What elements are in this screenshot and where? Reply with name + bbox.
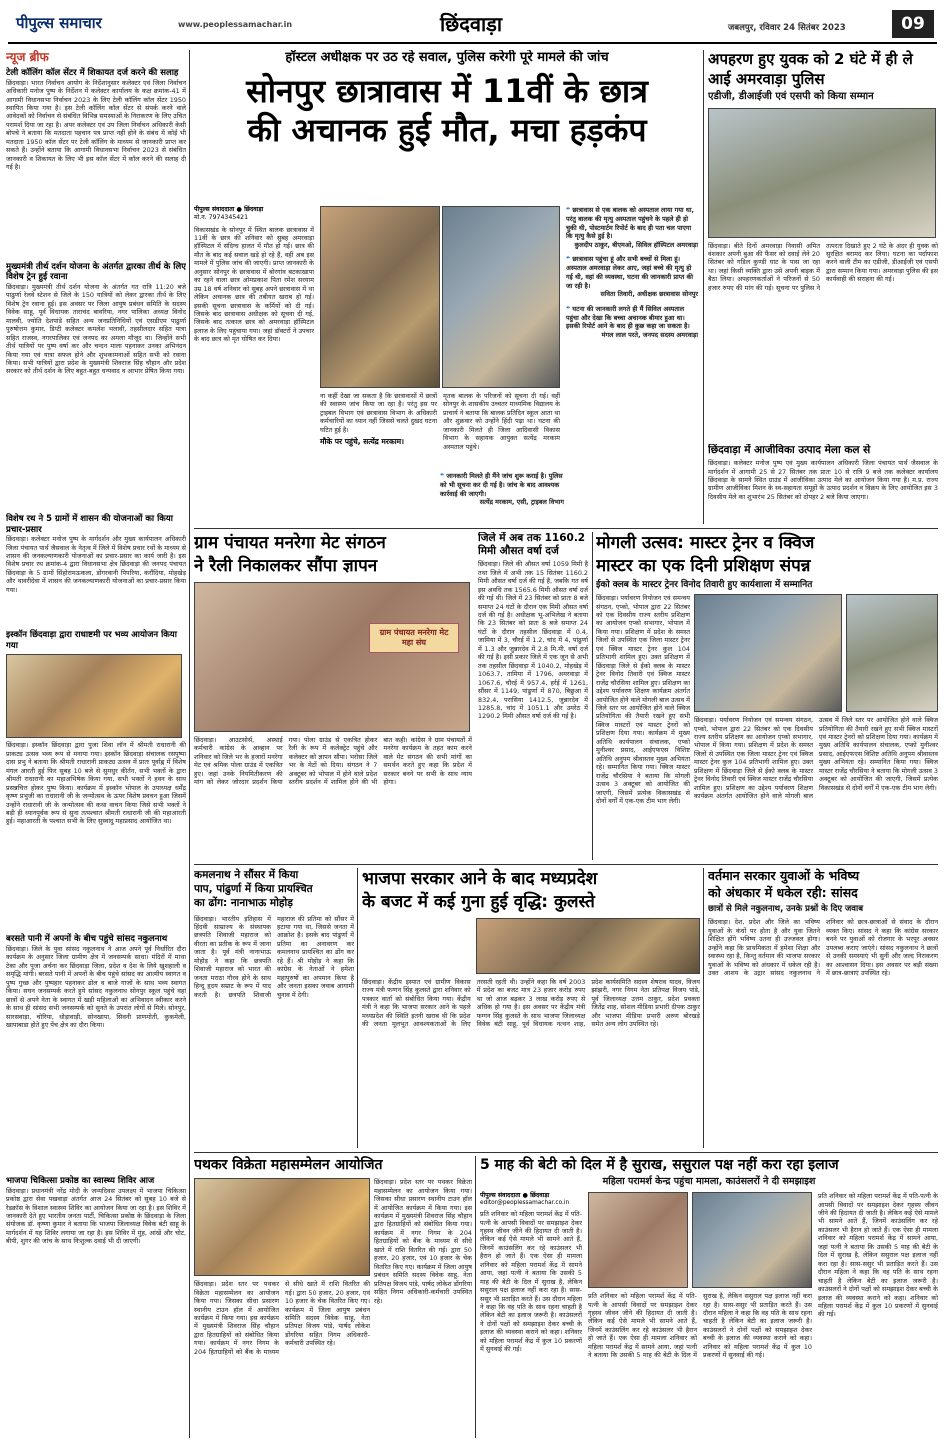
masthead xyxy=(0,0,945,44)
brief-2-title: मुख्यमंत्री तीर्थ दर्शन योजना के अंतर्गत द्वारका तीर्थ के लिए विशेष ट्रेन हुई रवाना xyxy=(6,261,186,283)
bjp-photo xyxy=(476,918,700,974)
brief-5-title: बरसते पानी में अपनों के बीच पहुंचे सांसद नकुलनाथ xyxy=(6,934,168,945)
pathkar-body-cont: छिंदवाड़ा। प्रदेश स्तर पर पथकर विक्रेता महासम्मेलन का आयोजन किया गया। जिसका सीधा प्रसारण स्थानीय टाउन हॉल में आयोजित कार्यक्रम में किया गया। इस कार्यक्रम में मुख्यमंत्री शिवराज सिंह चौहान द्वारा हितग्राहियों को संबोधित किया गया। कार्यक्रम में नगर निगम के 204 हितग्राहियों को बैंक के माध्यम से सीधे खाते में राशि वितरित की गई। द्वारा 50 हजार, 20 हजार, एवं 10 हजार के चेक वितरित किए गए। कार्यक्रम में जिला आयुष प्रबंधन समिति सदस्य विवेक साहू, नेता प्रतिपक्ष विजय पांडे, पार्षद लोकेश डोंगरिया सहित निगम अधिकारी-कर्मचारी उपस्थित रहे। xyxy=(194,1280,370,1356)
mid-rule-1 xyxy=(194,528,938,529)
left-column-divider xyxy=(189,50,190,1438)
lead-col2: ना कहीं देखा जा सकता है कि छात्रावासों में छात्रों की स्वास्थ्य जांच किया जा रहा है। परंतु इस पर ट्राइबल विभाग एवं छात्रावास विभाग के अधिकारी कर्मचारियों का ध्यान नहीं जिससे चलते दुखद घटना घटित हुई है। xyxy=(320,392,437,434)
bjp-headline-2: के बजट में कई गुना हुई वृद्धि: कुलस्ते xyxy=(362,891,595,912)
site-url[interactable]: www.peoplessamachar.in xyxy=(178,20,293,29)
lead-kicker: हॉस्टल अधीक्षक पर उठ रहे सवाल, पुलिस करेगी पूरे मामले की जांच xyxy=(285,50,609,65)
lead-col1: विकासखंड के सोनपुर में स्थित बालक छात्रावास में 11वीं के छात्र की शनिवार को सुबह अमरवाड़ा हॉस्पिटल में संदिग्ध हालत में मौत हो गई। छात्र की मौत के बाद कई सवाल खड़े हो रहे हैं, वहीं अब इस मामले में पुलिस जांच की जाएगी। प्राप्त जानकारी के अनुसार सोनपुर के छात्रावास में बोरगांव बटकाखापा का रहने वाला छात्र ओमप्रकाश पिता रमेश सरयाम उम्र 18 वर्ष शनिवार को सुबह अपने छात्रावास में था लेकिन अचानक छात्र की तबीयत खराब हो गई। इसकी सूचना छात्रावास के कर्मियों को दी गई। जिसके बाद छात्रावास अधीक्षक को सूचना दी गई, जिसके बाद तत्काल छात्र को अमरवाड़ा हॉस्पिटल इलाज के लिए पहुंचाया गया। जहां डॉक्टरों ने उपचार के बाद छात्र को मृत घोषित कर दिया। xyxy=(194,225,314,344)
sansad-body: छिंदवाड़ा। देश, प्रदेश और जिले का भविष्य युवाओं के कंधों पर होता है और युवा जितने शिक्षित होंगे भविष्य उतना ही उज्जवल होगा। उन्होंने कहा कि प्राथमिकता में हमेशा शिक्षा और स्वास्थ्य रहा है, किन्तु वर्तमान की भाजपा सरकार युवाओं के भविष्य को अंधकार में धकेल रही है। उक्त आशय के उद्गार सांसद नकुलनाथ ने शनिवार को छात्र-छात्राओं से संवाद के दौरान व्यक्त किए। सांसद ने कहा कि कांग्रेस सरकार बनने पर युवाओं को रोजगार के भरपूर अवसर उपलब्ध कराए जाएंगे। सांसद नकुलनाथ ने छात्रों से उनकी समस्याएं भी सुनीं और जल्द निराकरण का आश्वासन दिया। इस अवसर पर बड़ी संख्या में छात्र-छात्राएं उपस्थित रहे। xyxy=(708,918,938,978)
beti-photo-2 xyxy=(692,1192,812,1288)
brief-4-body: छिंदवाड़ा। इस्कॉन छिंदवाड़ा द्वारा पुजा शिवा लॉन में श्रीमती राधारानी की प्राकट्य उत्सव भव्य रूप से मनाया गया। इस्कॉन छिंदवाड़ा संचालक रसपुष्पा दास प्रभु ने बताया कि श्रीमती राधारानी प्राकट्य उत्सव में प्रातः पूर्वाह्न में विशेष मंगल आरती हुई फिर सुबह 10 बजे से सुमधुर कीर्तन, सभी भक्तों के द्वारा श्रीमती राधारानी का महाअभिषेक किया गया, सभी भक्तों ने हवन के साथ प्रसन्नचित्त होकर पुष्प किया। कार्यक्रम में इस्कॉन भोपाल के उपाध्यक्ष धर्मेंद्र कृष्ण प्रभुजी का राधारानी जी के जन्मोत्सव के ऊपर विशेष प्रवचन हुआ जिसमें उन्होंने राधारानी जी के जन्मोत्सव की कथा वाचन किया जिसे सभी भक्तों ने बड़ी ही ध्यानपूर्वक रूप से सुना तत्पश्चात श्रीमती राधारानी जी की महाआरती हुई। महाआरती के पश्चात सभी के लिए सुस्वादु महाप्रसाद आयोजित था। xyxy=(6,741,186,826)
beti-email[interactable]: editor@peoplessamachar.co.in xyxy=(480,1199,570,1206)
brief-4-title: इस्कॉन छिंदवाड़ा द्वारा राधाष्टमी पर भव्य आयोजन किया गया xyxy=(6,630,177,651)
beti-photo-1 xyxy=(588,1192,688,1288)
rain-story xyxy=(478,532,588,860)
edition-date: जबलपुर, रविवार 24 सितंबर 2023 xyxy=(728,23,846,33)
lead-col3: मृतक बालक के परिजनों को सूचना दी गई। वहीं सोनपुर के शासकीय उच्चतर माध्यमिक विद्यालय के प्राचार्य ने बताया कि बालक प्रतिदिन स्कूल आता था और शुक्रवार को उन्होंने हिंदी पढ़ा था। घटना की जानकारी मिलते ही जिला आदिवासी विकास विभाग के सहायक आयुक्त सत्येंद्र मरकाम अस्पताल पहुंचे। xyxy=(443,392,560,451)
masthead-rule xyxy=(8,42,937,44)
mogli-sub: ईको क्लब के मास्टर ट्रेनर विनोद तिवारी हुए कार्यशाला में सम्मानित xyxy=(596,579,813,590)
lead-headline-1: सोनपुर छात्रावास में 11वीं के छात्र xyxy=(246,72,648,111)
lead-subhead: मौके पर पहुंचे, सत्येंद्र मरकाम। xyxy=(320,437,404,447)
rain-divider xyxy=(592,532,593,860)
ajeevika-body: छिंदवाड़ा। कलेक्टर मनोज पुष्प एवं मुख्य कार्यपालन अधिकारी जिला पंचायत पार्थ जैसवाल के मार्गदर्शन में आगामी 25 से 27 सितंबर तक प्रातः 10 से रात्रि 9 बजे तक कलेक्टर कार्यालय छिंदवाड़ा के सामने स्थित ग्राउंड में आजीविका उत्पाद मेले का आयोजन किया गया है। म.प्र. राज्य ग्रामीण आजीविका मिशन के स्व-सहायता समूहों के उत्पाद प्रदर्शन व विक्रय के लिए आयोजित इस 3 दिवसीय मेले का शुभारंभ 25 सितंबर को दोपहर 2 बजे किया जाएगा। xyxy=(708,459,938,501)
mgnrega-body: छिंदवाड़ा। आउटसोर्स, अस्थाई कर्मचारी कांग्रेस के आव्हान पर शनिवार को जिले भर के हजारों मनरेगा मेट एवं श्रमिक पोला ग्राउंड में एकत्रित हुए। जहां उनके नियमितीकरण की मांग को लेकर जोरदार प्रदर्शन किया गया। पोला ग्राउंड से एकत्रित होकर रैली के रूप में कलेक्ट्रेट पहुंचे और कलेक्टर को ज्ञापन सौंपा। भरोसा जिले भर के मेटों को दिया। संगठन ने 7 अक्टूबर को भोपाल में होने वाले प्रदेश स्तरीय प्रदर्शन में शामिल होने की भी बात कही। कांग्रेस ने ग्राम पंचायतों में मनरेगा कार्यक्रम के तहत काम करने वाले मेट संगठन की सभी मांगों का समर्थन करते हुए कहा कि प्रदेश में सरकार बनने पर सभी के साथ न्याय होगा। xyxy=(194,735,472,787)
mgnrega-headline-1: ग्राम पंचायत मनरेगा मेट संगठन xyxy=(194,533,386,553)
brief-2-body: छिंदवाड़ा। मुख्यमंत्री तीर्थ दर्शन योजना के अंतर्गत गत रात्रि 11:20 बजे पाढुर्णा रेलवे स्टेशन से जिले के 150 यात्रियों को लेकर द्वारका तीर्थ के लिए विशेष ट्रेन रवाना हुई। इस अवसर पर जिला आयुष प्रबंधन समिति के सदस्य विवेक साहू, पूर्व विधायक ताराचंद बावरिया, नगर पालिका अध्यक्ष विनोद मालवी, ज्योति देशपांडे सहित अन्य जनप्रतिनिधियों एवं एसडीएम पाढुर्णा पुरुषोत्तम कुमार, डिप्टी कलेक्टर कमलेश भलावी, तहसीलदार सहित यात्रा सहित राजस्व, नगरपालिका एवं जनपद का अमला मौजूद था। जिन्होंने सभी तीर्थ यात्रियों पर पुष्प वर्षा कर और चन्दन माला पहनाकर उनका अभिनंदन किया गया एवं यात्रा सफल होने और शुभकामनाओं सहित सभी को रवाना किया। सभी यात्रियों द्वारा प्रदेश के मुख्यमंत्री शिवराज सिंह चौहान और प्रदेश सरकार को तीर्थ दर्शन के लिए बहुत-बहुत धन्यवाद व आभार प्रेषित किया गया। xyxy=(6,282,186,376)
pathkar-photo xyxy=(194,1178,370,1276)
logo: पीपुल्स समाचार xyxy=(16,14,102,32)
mgnrega-headline-2: ने रैली निकालकर सौंपा ज्ञापन xyxy=(194,555,378,576)
pathkar-story xyxy=(194,1156,472,1438)
kamalnath-headline-1: कमलनाथ ने सौंसर में किया xyxy=(194,869,299,881)
quote-2: ❝ छात्रावास पहुंचा हूं और सभी बच्चों से मिला हूं। अस्पताल अमरवाड़ा लेकर आए, जहां बच्चे की मृत्यु हो गई थी, वहां की व्यवस्था, घटना की जानकारी प्राप्त की जा रही है। सविता तिवारी, अधीक्षक छात्रावास सोनपुर xyxy=(566,255,698,299)
mogli-photo-1 xyxy=(694,594,842,712)
pathkar-body: छिंदवाड़ा। प्रदेश स्तर पर पथकर विक्रेता महासम्मेलन का आयोजन किया गया। जिसका सीधा प्रसारण स्थानीय टाउन हॉल में आयोजित कार्यक्रम में किया गया। इस कार्यक्रम में मुख्यमंत्री शिवराज सिंह चौहान द्वारा हितग्राहियों को संबोधित किया गया। कार्यक्रम में नगर निगम के 204 हितग्राहियों को बैंक के माध्यम से सीधे खाते में राशि वितरित की गई। द्वारा 50 हजार, 20 हजार, एवं 10 हजार के चेक वितरित किए गए। कार्यक्रम में जिला आयुष प्रबंधन समिति सदस्य विवेक साहू, नेता प्रतिपक्ष विजय पांडे, पार्षद लोकेश डोंगरिया सहित निगम अधिकारी-कर्मचारी उपस्थित रहे। xyxy=(374,1178,472,1305)
rain-body: छिंदवाड़ा। जिले की औसत वर्षा 1059 मिमी है तथा जिले में अभी तक 15 सितंबर 1160.2 मिमी औसत वर्षा दर्ज की गई है, जबकि गत वर्ष इस अवधि तक 1565.6 मिमी औसत वर्षा दर्ज की गई थी। जिले में 23 सितंबर को प्रातः 8 बजे समाप्त 24 घंटों के दौरान एक मिमी औसत वर्षा दर्ज की गई है। अधीक्षक भू-अभिलेख ने बताया कि 23 सितंबर को प्रातः 8 बजे समाप्त 24 घंटों के दौरान तहसील छिंदवाड़ा में 0.4, जामिया में 3, चौरई में 1.2, चांद में 4, पांढुर्णा में 1.3 और जुन्नारदेव में 2.8 मि.मी. वर्षा दर्ज की गई है। इसी प्रकार जिले में एक जून से अभी तक तहसील छिंदवाड़ा में 1040.2, मोहखेड़ में 1063.7, तामिया में 1796, अमरवाड़ा में 1067.6, चौरई में 957.4, हर्रई में 1261, सौंसर में 1149, पांढुर्णा में 870, बिछुआ में 832.4, परासिया 1412.5, जुन्नारदेव में 1285.8, चांद में 1051.1 और उमरेठ में 1290.2 मिमी औसत वर्षा दर्ज की गई है। xyxy=(478,560,588,721)
kidnap-body: छिंदवाड़ा। बीते दिनों अमरवाड़ा निवासी अमित वंशकार अपनी बुआ की फैंसर को दवाई लेने 20 सितंबर को गडिल कुण्डी घाट के पास जा रहा था। जहां किसी व्यक्ति द्वारा उसे अपनी बाइक में बैठा लिया। अपहरणकर्ताओं ने परिजनों से 50 हजार रुपए की मांग की गई। सूचना पर पुलिस ने तत्परता दिखाते हुए 2 घंटे के अंदर ही युवक को सुरक्षित बरामद कर लिया। घटना का पर्दाफाश करने वाली टीम का एडीजी, डीआईजी एवं एसपी द्वारा सम्मान किया गया। अमरवाड़ा पुलिस की इस कार्यवाही की सराहना की गई। xyxy=(708,241,938,292)
mogli-body-cont: छिंदवाड़ा। पर्यावरण नियोजन एवं समन्वय संगठन, एप्को, भोपाल द्वारा 22 सितंबर को एक दिवसीय राज्य स्तरीय प्रशिक्षण का आयोजन एप्को सभागार, भोपाल में किया गया। प्रशिक्षण में प्रदेश के समस्त जिलों से उपस्थित एक जिला मास्टर ट्रेनर एवं क्विज मास्टर ट्रेनर कुल 104 प्रतिभागी शामिल हुए। उक्त प्रशिक्षण में छिंदवाड़ा जिले से ईको क्लब के मास्टर ट्रेनर विनोद तिवारी एवं क्विज मास्टर राजेंद्र चौरसिया शामिल हुए। प्रशिक्षण का उद्देश्य पर्यावरण शिक्षण कार्यक्रम अंतर्गत आयोजित होने वाले मोगली बाल उत्सव में जिले स्तर पर आयोजित होने वाले क्विज प्रतियोगिता की तैयारी रखने हुए सभी क्विज मास्टरों एवं मास्टर ट्रेनरों को प्रशिक्षण दिया गया। कार्यक्रम में मुख्य अतिथि कार्यपालन संचालक, एप्को मुनीश्वर प्रसाद, आईएफएस विशिष्ट अतिथि अनुपम श्रीवास्तव मुख्य अभियंता रहे। सम्मानित किया गया। क्विज मास्टर राजेंद्र चौरसिया ने बताया कि मोगली उत्सव 3 अक्टूबर को आयोजित की जाएगी, जिसमें प्रत्येक विकासखंड से दोनों वर्गों में एक-एक टीम भाग लेगी। xyxy=(694,716,938,801)
sansad-headline-2: को अंधकार में धकेल रही: सांसद xyxy=(708,884,858,900)
quote-icon: ❝ xyxy=(440,472,445,480)
lead-phone: मो.न. 7974345421 xyxy=(194,213,249,221)
sansad-headline-1: वर्तमान सरकार युवाओं के भविष्य xyxy=(708,868,860,883)
beti-body: प्रति शनिवार को महिला परामर्श केंद्र में पति-पत्नी के आपसी विवादों पर समझाइश देकर गृहस्थ जीवन जीने की हिदायत दी जाती है। लेकिन कई ऐसे मामले भी सामने आते हैं, जिनमें काउंसलिंग कर रहे काउंसलर भी हैरान हो जाते हैं। एक ऐसा ही मामला शनिवार को महिला परामर्श केंद्र में सामने आया, जहां पत्नी ने बताया कि उसकी 5 माह की बेटी के दिल में सुराख है, लेकिन ससुराल पक्ष इलाज नहीं करा रहा है। सास-ससुर भी प्रताड़ित करते हैं। उस दौरान महिला ने कहा कि वह पति के साथ रहना चाहती है लेकिन बेटी का इलाज जरूरी है। काउंसलरों ने दोनों पक्षों को समझाइश देकर बच्ची के इलाज की व्यवस्था कराने को कहा। शनिवार को महिला परामर्श केंद्र में कुल 10 प्रकरणों में सुनवाई की गई। xyxy=(480,1210,582,1354)
mid-rule-3 xyxy=(194,1152,938,1153)
bjp-story xyxy=(362,868,700,1148)
center-right-divider xyxy=(703,50,704,524)
bjp-divider xyxy=(703,868,704,1148)
lead-headline-2: की अचानक हुई मौत, मचा हड़कंप xyxy=(247,110,647,149)
hostel-photo-1 xyxy=(320,206,440,388)
news-brief-label: न्यूज ब्रीफ xyxy=(6,50,49,64)
pathkar-divider xyxy=(475,1156,476,1438)
news-brief-column xyxy=(6,50,186,1438)
kidnap-photo xyxy=(708,108,936,238)
brief-1-title: टेली कॉलिंग कॉल सेंटर में शिकायत दर्ज करने की सलाह xyxy=(6,68,179,78)
mgnrega-banner: ग्राम पंचायत मनरेगा मेट महा संघ xyxy=(369,623,459,653)
mid-rule-2 xyxy=(194,864,938,865)
section-title: छिंदवाड़ा xyxy=(440,12,502,36)
brief-5-body: छिंदवाड़ा। जिले के युवा सांसद नकुलनाथ ने आज अपने पूर्व निर्धारित दौरा कार्यक्रम के अनुसार जिला ग्रामीण क्षेत्र में जनसम्पर्क साधा। मंदिरों में माथा टेका और पूजा अर्चना कर छिंदवाड़ा जिला, प्रदेश व देश के लिये खुशहाली व समृद्धि मांगी। बरसते पानी में अपनों के बीच पहुंचे सांसद का आत्मीय स्वागत व पुष्प गुच्छ और पुष्पहार पहनाकर ढोल व बाजे गाजों के साथ भव्य स्वागत किया। सघन जनसम्पर्क करते हुये सांसद नकुलनाथ सोनपुर स्कूल पहुंचे वहां छात्रों से अपने नेता के स्वागत में खड़ी महिलाओं का अभिवादन स्वीकार करने के साथ ही सांसद सभी जनसम्पर्क को सुनते के उपरांत लोगों से मिले। सोनपुर, सारसवाड़ा, चोरिया, धोड़ावाड़ी, सोनखापा, सिवनी प्राणमोती, कुकमेली, खापाबाडा होते हुए पेंच क्षेत्र का दौरा किया। xyxy=(6,945,186,1030)
mogli-headline-1: मोगली उत्सव: मास्टर ट्रेनर व क्विज xyxy=(596,533,815,553)
beti-sub: महिला परामर्श केन्द्र पहुंचा मामला, काउंसलरों ने दी समझाइश xyxy=(602,1176,816,1188)
iskcon-photo xyxy=(6,654,182,738)
quote-icon: ❝ xyxy=(566,206,571,214)
kamalnath-headline-2: पाप, पांढुर्णा में किया प्रायश्चित xyxy=(194,883,313,896)
mgnrega-story xyxy=(194,532,472,860)
mogli-headline-2: मास्टर का एक दिनी प्रशिक्षण संपन्न xyxy=(596,555,811,576)
lead-byline: पीपुल्स संवाददाता ● छिंदवाड़ा xyxy=(194,206,264,213)
sansad-story xyxy=(708,868,938,1148)
bjp-headline-1: भाजपा सरकार आने के बाद मध्यप्रदेश xyxy=(362,869,598,889)
quote-3: ❝ घटना की जानकारी लगते ही मैं सिविल अस्पताल पहुंचा और देखा कि बच्चा अचानक बीमार हुआ था। इसकी रिपोर्ट आने के बाद ही कुछ कहा जा सकता है। मंगल लाल परते, जनपद सदस्य अमरवाड़ा xyxy=(566,304,698,340)
brief-6-title: भाजपा चिकित्सा प्रकोष्ठ का स्वास्थ्य शिविर आज xyxy=(6,1176,155,1186)
quote-4: जानकारी मिलते ही मैंने जांच शुरू कराई है। पुलिस को भी सूचना कर दी गई है। जांच के बाद आवश्यक कार्रवाई की जाएगी। xyxy=(440,472,563,498)
beti-headline: 5 माह की बेटी को दिल में है सुराख, ससुराल पक्ष नहीं करा रहा इलाज xyxy=(480,1157,839,1173)
mogli-photo-2 xyxy=(846,594,938,712)
pathkar-headline: पथकर विक्रेता महासम्मेलन आयोजित xyxy=(194,1157,383,1173)
rain-headline-2: मिमी औसत वर्षा दर्ज xyxy=(478,545,559,558)
brief-6-body: छिंदवाड़ा। प्रधानमंत्री नरेंद्र मोदी के जन्मदिवस उपलक्ष्य में भाजपा चिकित्सा प्रकोष्ठ द्वारा सेवा पखवाड़ा अंतर्गत आज 24 सितंबर को सुबह 10 बजे से रेडक्रॉस के विशाल स्वास्थ्य शिविर का आयोजन किया जा रहा है। इस शिविर में जानकारी देते हुए भारतीय जनता पार्टी, चिकित्सा प्रकोष्ठ के छिंदवाड़ा के जिला संयोजक डॉ. कृष्णा कुमार ने बताया कि भाजपा जिलाध्यक्ष विवेक बंटी साहू के मार्गदर्शन में यह शिविर लगाया जा रहा है। इस शिविर में मुंह, आंखें और चोट, बीपी, शुगर की जांच के साथ निःशुल्क दवाई भी दी जाएगी। xyxy=(6,1186,186,1246)
kamalnath-divider xyxy=(357,868,358,1148)
kidnap-sub: एडीजी, डीआईजी एवं एसपी को किया सम्मान xyxy=(708,91,874,102)
kidnap-headline: अपहरण हुए युवक को 2 घंटे में ही ले आई अमरवाड़ा पुलिस xyxy=(708,50,913,88)
ajeevika-story xyxy=(708,444,938,524)
mogli-story xyxy=(596,532,938,860)
brief-1-body: छिंदवाड़ा। भारत निर्वाचन आयोग के निर्देशानुसार कलेक्टर एवं जिला निर्वाचन अधिकारी मनोज पुष्प के निर्देशन में कलेक्टर कार्यालय के कक्ष क्रमांक-41 में आगामी विधानसभा निर्वाचन 2023 के लिए टेली कॉलिंग कॉल सेंटर 1950 स्थापित किया गया है। इस टेली कॉलिंग कॉल सेंटर से संपर्क करने वाले आवेदकों को निर्वाचन से संबंधित विभिन्न समस्याओं के निराकरण के लिए उचित परामर्श दिया जा रहा है। अपर कलेक्टर एवं उप जिला निर्वाचन अधिकारी केसी बोपचे ने बताया कि मतदाता पहचान पत्र प्राप्त नहीं होने के संबंध में कोई भी मतदाता 1950 कॉल सेंटर पर टेली कॉलिंग के माध्यम से जानकारी प्राप्त कर सकते हैं। उन्होंने बताया कि आगामी विधानसभा निर्वाचन 2023 से संबंधित जानकारी व शिकायत के लिए भी इस कॉल सेंटर में कॉल करने की सलाह दी गई है। xyxy=(6,78,186,172)
kamalnath-body: छिंदवाड़ा। भारतीय इतिहास में हिंदवी साम्राज्य के संस्थापक छत्रपति शिवाजी महाराज को वीरता का प्रतीक के रूप में जाना जाता है। पूर्व मंत्री नानाभाऊ मोहोड़ ने कहा कि छत्रपति शिवाजी महाराज को भारत की जनता मराठा गौरव होने के साथ हिन्दू हृदय सम्राट के रूप में याद करती है। छत्रपति शिवाजी महाराज की प्रतिमा को सौंसर में हटाया गया था, जिससे जनता में आक्रोश है। इसके बाद पांढुर्णा में प्रतिमा का अनावरण कर कमलनाथ प्रायश्चित का ढोंग कर रहे हैं। श्री मोहोड़ ने कहा कि कांग्रेस के नेताओं ने हमेशा महापुरुषों का अपमान किया है और जनता इसका जवाब आगामी चुनाव में देगी। xyxy=(194,914,354,999)
rain-headline-1: जिले में अब तक 1160.2 xyxy=(478,532,586,544)
page-number: 09 xyxy=(892,10,934,38)
beti-byline: पीपुल्स संवाददाता ● छिंदवाड़ा xyxy=(480,1192,550,1200)
mgnrega-photo xyxy=(194,582,470,732)
kamalnath-story xyxy=(194,868,354,1148)
bjp-body: छिंदवाड़ा। केंद्रीय इस्पात एवं ग्रामीण विकास राज्य मंत्री फग्गन सिंह कुलस्ते द्वारा शनिवार को पत्रकार वार्ता को संबोधित किया गया। केंद्रीय मंत्री ने कहा कि भाजपा सरकार आने के पहले मध्यप्रदेश की स्थिति इतनी खराब थी कि प्रदेश की जनता मूलभूत आवश्यकताओं के लिए तरसती रहती थी। उन्होंने कहा कि वर्ष 2003 में प्रदेश का बजट मात्र 23 हजार करोड़ रुपए था जो आज बढ़कर 3 लाख करोड़ रुपए से अधिक हो गया है। इस अवसर पर केंद्रीय मंत्री फग्गन सिंह कुलस्ते के साथ भाजपा जिलाध्यक्ष विवेक बंटी साहू, पूर्व विधायक नत्थन शाह, प्रदेश कार्यसमिति सदस्य शेषराव यादव, विजय झांझरी, नगर निगम नेता प्रतिपक्ष विजय पांडे, पूर्व जिलाध्यक्ष उत्तम ठाकुर, प्रदेश प्रवक्ता जितेंद्र शाह, सोशल मीडिया प्रभारी दीपक ठाकुर और भाजपा मीडिया प्रभारी अरुण बोरखड़े समेत अन्य लोग उपस्थित रहे। xyxy=(362,977,700,1029)
brief-3-title: विशेष रथ ने 5 ग्रामों में शासन की योजनाओं का किया प्रचार-प्रसार xyxy=(6,513,173,535)
ajeevika-headline: छिंदवाड़ा में आजीविका उत्पाद मेला कल से xyxy=(708,444,871,456)
hostel-photo-2 xyxy=(442,206,560,388)
mogli-body: छिंदवाड़ा। पर्यावरण नियोजन एवं समन्वय संगठन, एप्को, भोपाल द्वारा 22 सितंबर को एक दिवसीय राज्य स्तरीय प्रशिक्षण का आयोजन एप्को सभागार, भोपाल में किया गया। प्रशिक्षण में प्रदेश के समस्त जिलों से उपस्थित एक जिला मास्टर ट्रेनर एवं क्विज मास्टर ट्रेनर कुल 104 प्रतिभागी शामिल हुए। उक्त प्रशिक्षण में छिंदवाड़ा जिले से ईको क्लब के मास्टर ट्रेनर विनोद तिवारी एवं क्विज मास्टर राजेंद्र चौरसिया शामिल हुए। प्रशिक्षण का उद्देश्य पर्यावरण शिक्षण कार्यक्रम अंतर्गत आयोजित होने वाले मोगली बाल उत्सव में जिले स्तर पर आयोजित होने वाले क्विज प्रतियोगिता की तैयारी रखने हुए सभी क्विज मास्टरों एवं मास्टर ट्रेनरों को प्रशिक्षण दिया गया। कार्यक्रम में मुख्य अतिथि कार्यपालन संचालक, एप्को मुनीश्वर प्रसाद, आईएफएस विशिष्ट अतिथि अनुपम श्रीवास्तव मुख्य अभियंता रहे। सम्मानित किया गया। क्विज मास्टर राजेंद्र चौरसिया ने बताया कि मोगली उत्सव 3 अक्टूबर को आयोजित की जाएगी, जिसमें प्रत्येक विकासखंड से दोनों वर्गों में एक-एक टीम भाग लेगी। xyxy=(596,594,690,805)
brief-3-body: छिंदवाड़ा। कलेक्टर मनोज पुष्प के मार्गदर्शन और मुख्य कार्यपालन अधिकारी जिला पंचायत पार्थ जैसवाल के नेतृत्व में जिले में विशेष प्रचार रथों के माध्यम से शासन की जनकल्याणकारी योजनाओं का प्रचार-प्रसार का कार्य जारी है। इस विशेष प्रचार रथ क्रमांक-4 द्वारा विधानसभा क्षेत्र छिंदवाड़ा की जनपद पंचायत छिंदवाड़ा के 5 ग्रामों सिंहोरामऊकला, डोंगरवानी पिपरिया, करौंदिया, मोहखेड़ और थावरीदेवा में शासन की जनकल्याणकारी योजनाओं का प्रचार-प्रसार किया गया। xyxy=(6,535,186,594)
quote-icon: ❝ xyxy=(566,255,571,264)
kamalnath-headline-3: का ढोंग: नानाभाऊ मोहोड़ xyxy=(194,897,293,910)
beti-body-cont: प्रति शनिवार को महिला परामर्श केंद्र में पति-पत्नी के आपसी विवादों पर समझाइश देकर गृहस्थ जीवन जीने की हिदायत दी जाती है। लेकिन कई ऐसे मामले भी सामने आते हैं, जिनमें काउंसलिंग कर रहे काउंसलर भी हैरान हो जाते हैं। एक ऐसा ही मामला शनिवार को महिला परामर्श केंद्र में सामने आया, जहां पत्नी ने बताया कि उसकी 5 माह की बेटी के दिल में सुराख है, लेकिन ससुराल पक्ष इलाज नहीं करा रहा है। सास-ससुर भी प्रताड़ित करते हैं। उस दौरान महिला ने कहा कि वह पति के साथ रहना चाहती है लेकिन बेटी का इलाज जरूरी है। काउंसलरों ने दोनों पक्षों को समझाइश देकर बच्ची के इलाज की व्यवस्था कराने को कहा। शनिवार को महिला परामर्श केंद्र में कुल 10 प्रकरणों में सुनवाई की गई। xyxy=(588,1292,812,1360)
lead-story: हॉस्टल अधीक्षक पर उठ रहे सवाल, पुलिस करेगी पूरे मामले की जांच सोनपुर छात्रावास में 11वीं के छात्र की अचानक हुई मौत, मचा हड़कंप पीपुल्स संवाददाता ● छिंदवाड़ा मो.न. 7974345421 विकासखंड के सोनपुर में स्थित बालक छात्रावास में 11वीं के छात्र की शनिवार को सुबह अमरवाड़ा हॉस्पिटल में संदिग्ध हालत में मौत हो गई। छात्र की मौत के बाद कई सवाल खड़े हो रहे हैं, वहीं अब इस मामले में पुलिस जांच की जाएगी। प्राप्त जानकारी के अनुसार सोनपुर के छात्रावास में बोरगांव बटकाखापा का रहने वाला छात्र ओमप्रकाश पिता रमेश सरयाम उम्र 18 वर्ष शनिवार को सुबह अपने छात्रावास में था लेकिन अचानक छात्र की तबीयत खराब हो गई। इसकी सूचना छात्रावास के कर्मियों को दी गई। जिसके बाद छात्रावास अधीक्षक को सूचना दी गई, जिसके बाद तत्काल छात्र को अमरवाड़ा हॉस्पिटल इलाज के लिए पहुंचाया गया। जहां डॉक्टरों ने उपचार के बाद छात्र को मृत घोषित कर दिया। ना कहीं देखा जा सकता है कि छात्रावासों में छात्रों की स्वास्थ्य जांच किया जा रहा है। परंतु इस पर ट्राइबल विभाग एवं छात्रावास विभाग के अधिकारी कर्मचारियों का ध्यान नहीं जिससे चलते दुखद घटना घटित हुई है। मौके पर पहुंचे, सत्येंद्र मरकाम। मृतक बालक के परिजनों को सूचना दी गई। वहीं सोनपुर के शासकीय उच्चतर माध्यमिक विद्यालय के प्राचार्य ने बताया कि बालक प्रतिदिन स्कूल आता था और शुक्रवार को उन्होंने हिंदी पढ़ा था। घटना की जानकारी मिलते ही जिला आदिवासी विकास विभाग के सहायक आयुक्त सत्येंद्र मरकाम अस्पताल पहुंचे। ❝ छात्रावास से एक बालक को अस्पताल लाया गया था, परंतु बालक की मृत्यु अस्पताल पहुंचने के पहले ही हो चुकी थी, पोस्टमार्टम रिपोर्ट के बाद ही पता चल पाएगा कि मृत्यु कैसे हुई है। कुलदीप ठाकुर, बीएमओ, सिविल हॉस्पिटल अमरवाड़ा ❝ छात्रावास पहुंचा हूं और सभी बच्चों से मिला हूं। अस्पताल अमरवाड़ा लेकर आए, जहां बच्चे की मृत्यु हो गई थी, वहां की व्यवस्था, घटना की जानकारी प्राप्त की जा रही है। सविता तिवारी, अधीक्षक छात्रावास सोनपुर ❝ घटना की जानकारी लगते ही मैं सिविल अस्पताल पहुंचा और देखा कि बच्चा अचानक बीमार हुआ था। इसकी रिपोर्ट आने के बाद ही कुछ कहा जा सकता है। मंगल लाल परते, जनपद सदस्य अमरवाड़ा ❝ जानकारी मिलते ही मैंने जांच शुरू कराई है। पुलिस को भी सूचना कर दी गई है। जांच के बाद आवश्यक कार्रवाई की जाएगी। सत्येंद्र मरकाम, एसी, ट्राइबल विभाग xyxy=(194,50,698,507)
kidnap-story xyxy=(708,50,938,440)
beti-body-right: प्रति शनिवार को महिला परामर्श केंद्र में पति-पत्नी के आपसी विवादों पर समझाइश देकर गृहस्थ जीवन जीने की हिदायत दी जाती है। लेकिन कई ऐसे मामले भी सामने आते हैं, जिनमें काउंसलिंग कर रहे काउंसलर भी हैरान हो जाते हैं। एक ऐसा ही मामला शनिवार को महिला परामर्श केंद्र में सामने आया, जहां पत्नी ने बताया कि उसकी 5 माह की बेटी के दिल में सुराख है, लेकिन ससुराल पक्ष इलाज नहीं करा रहा है। सास-ससुर भी प्रताड़ित करते हैं। उस दौरान महिला ने कहा कि वह पति के साथ रहना चाहती है लेकिन बेटी का इलाज जरूरी है। काउंसलरों ने दोनों पक्षों को समझाइश देकर बच्ची के इलाज की व्यवस्था कराने को कहा। शनिवार को महिला परामर्श केंद्र में कुल 10 प्रकरणों में सुनवाई की गई। xyxy=(818,1192,938,1319)
sansad-sub: छात्रों से मिले नकुलनाथ, उनके प्रश्नों के दिए जवाब xyxy=(708,903,864,914)
beti-story xyxy=(480,1156,938,1438)
quote-icon: ❝ xyxy=(566,304,571,313)
quote-1: ❝ छात्रावास से एक बालक को अस्पताल लाया गया था, परंतु बालक की मृत्यु अस्पताल पहुंचने के पहले ही हो चुकी थी, पोस्टमार्टम रिपोर्ट के बाद ही पता चल पाएगा कि मृत्यु कैसे हुई है। कुलदीप ठाकुर, बीएमओ, सिविल हॉस्पिटल अमरवाड़ा xyxy=(566,206,698,249)
